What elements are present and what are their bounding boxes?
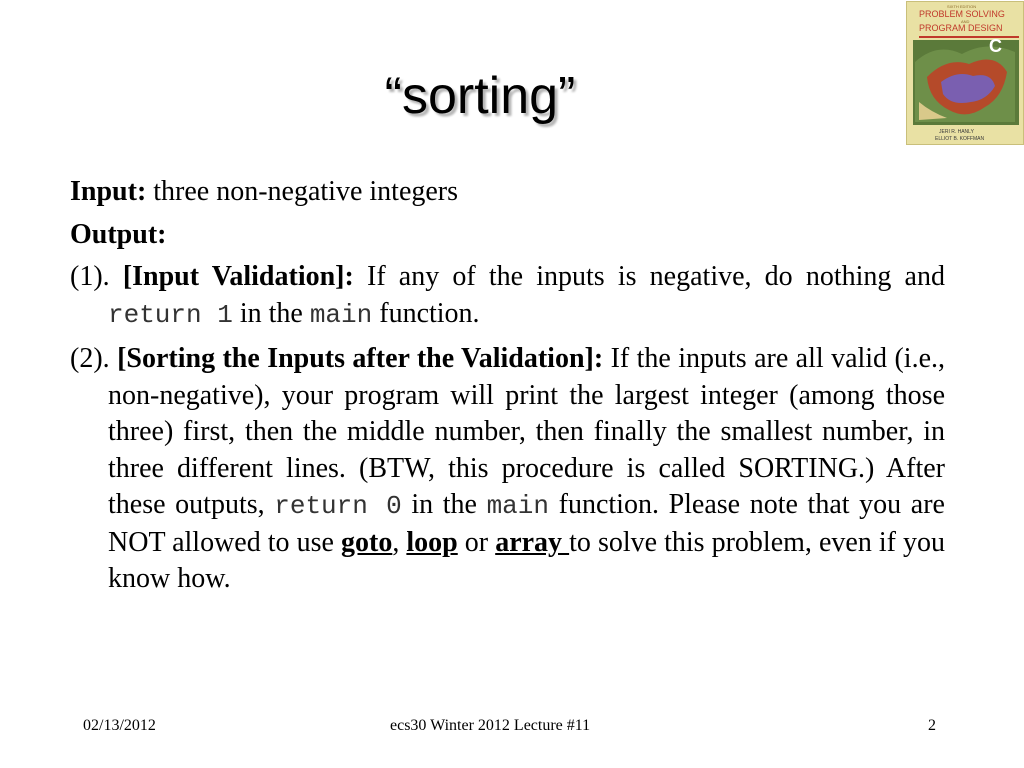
keyword-goto: goto xyxy=(341,526,393,558)
item1-heading: [Input Validation]: xyxy=(122,261,354,292)
item-sorting xyxy=(70,341,945,598)
cover-author-2: ELLIOT B. KOFFMAN xyxy=(935,136,985,142)
item1-code-return: return 1 xyxy=(108,299,233,330)
keyword-array: array xyxy=(495,526,570,558)
input-line xyxy=(70,174,945,211)
footer-course: ecs30 Winter 2012 Lecture #11 xyxy=(390,717,591,734)
item2-code-main: main xyxy=(486,491,549,521)
input-text: three non-negative integers xyxy=(146,176,459,207)
cover-author-1: JERI R. HANLY xyxy=(939,129,974,135)
cover-edition: SIXTH EDITION xyxy=(947,4,977,9)
item2-heading: [Sorting the Inputs after the Validation]: xyxy=(117,343,604,374)
output-line xyxy=(70,217,945,254)
slide-body xyxy=(70,174,945,606)
item1-text3: function. xyxy=(372,297,480,329)
cover-title-2: PROGRAM DESIGN xyxy=(919,23,1003,33)
input-label: Input: xyxy=(70,176,147,207)
slide-title: “sorting” xyxy=(384,67,576,125)
cover-title-1: PROBLEM SOLVING xyxy=(919,9,1005,19)
item-input-validation xyxy=(70,259,945,333)
item1-code-main: main xyxy=(309,299,373,330)
item2-sep1: , xyxy=(392,526,407,558)
output-label: Output: xyxy=(70,218,167,250)
item2-sep2: or xyxy=(457,526,496,558)
item2-text3: function. Please note that you are NOT allowed to use xyxy=(108,489,945,558)
item1-text2: in the xyxy=(232,297,310,329)
item2-code-return: return 0 xyxy=(274,491,402,521)
item1-number: (1). xyxy=(70,261,123,292)
footer-page-number: 2 xyxy=(928,717,936,734)
item2-text4: to solve this problem, even if you know how. xyxy=(108,526,946,594)
keyword-loop: loop xyxy=(406,526,458,558)
item2-number: (2). xyxy=(70,343,118,374)
book-cover-image xyxy=(906,1,1024,145)
item2-text1: If the inputs are all valid (i.e., non-negative), your program will print the largest integer (among those three) first, then the middle number, then finally the smallest number, in three different lines. (BTW, this procedure is called SORTING.) After these outputs, xyxy=(108,343,945,520)
cover-and: AND xyxy=(961,19,970,24)
cover-c: C xyxy=(989,36,1002,56)
item2-text2: in the xyxy=(401,489,487,520)
item1-text1: If any of the inputs is negative, do nothing and xyxy=(353,261,945,292)
footer-date: 02/13/2012 xyxy=(83,717,156,734)
